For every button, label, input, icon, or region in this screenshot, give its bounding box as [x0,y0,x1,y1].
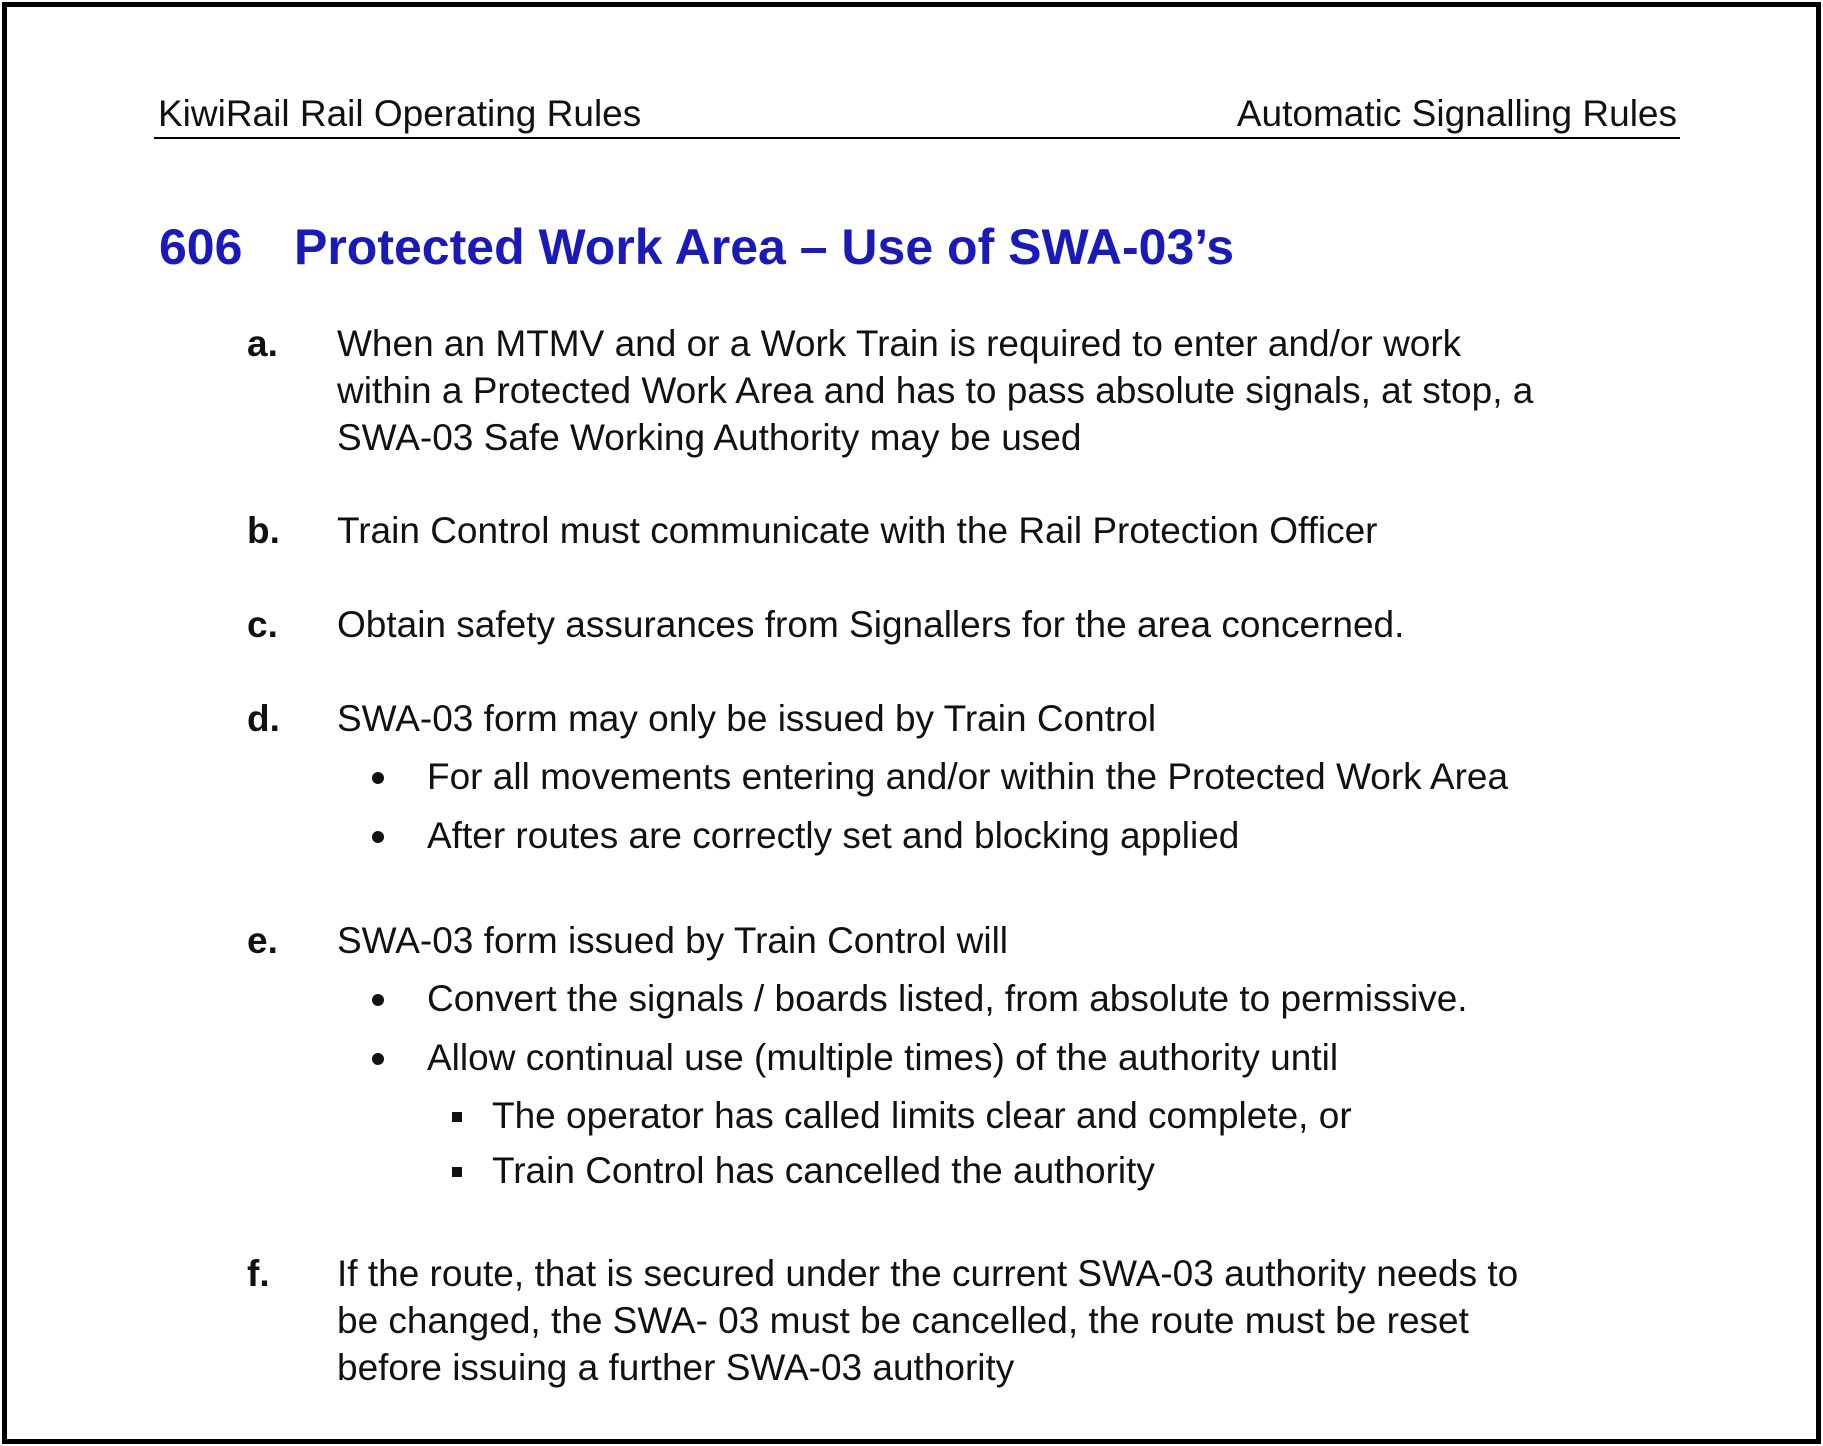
sub-bullet-text: Train Control has cancelled the authority [492,1150,1155,1191]
bullet-dot [372,1053,384,1065]
header-right-title: Automatic Signalling Rules [1236,93,1677,134]
bullet-dot [372,772,384,784]
section-number: 606 [159,219,243,275]
header-left-title: KiwiRail Rail Operating Rules [158,93,642,134]
item-line: within a Protected Work Area and has to pass absolute signals, at stop, a [337,370,1534,411]
item-line: When an MTMV and or a Work Train is required to enter and/or work [337,323,1462,364]
item-text [337,695,1677,742]
item-letter: a. [247,323,278,364]
item-line: If the route, that is secured under the current SWA-03 authority needs to [337,1253,1519,1294]
bullet-text: Allow continual use (multiple times) of the authority until [427,1037,1339,1078]
item-line: Train Control must communicate with the Rail Protection Officer [337,510,1378,551]
item-line: be changed, the SWA- 03 must be cancelled, the route must be reset [337,1300,1469,1341]
bullet-text: For all movements entering and/or within the Protected Work Area [427,756,1509,797]
bullet-text: After routes are correctly set and blocking applied [427,815,1240,856]
item-letter: e. [247,920,278,961]
item-text [337,917,1677,964]
item-letter: d. [247,698,280,739]
square-bullet [452,1112,462,1122]
section-title: Protected Work Area – Use of SWA-03’s [294,219,1235,275]
sub-bullet-text: The operator has called limits clear and complete, or [492,1095,1352,1136]
bullet-text: Convert the signals / boards listed, from absolute to permissive. [427,978,1468,1019]
item-text [337,601,1677,648]
page-header [154,91,1680,139]
square-bullet [452,1167,462,1177]
item-text [337,1250,1677,1391]
item-line: Obtain safety assurances from Signallers for the area concerned. [337,604,1405,645]
item-letter: b. [247,510,280,551]
item-text [337,507,1677,554]
item-text [337,320,1677,461]
item-letter: f. [247,1253,270,1294]
item-line: SWA-03 form may only be issued by Train Control [337,698,1157,739]
bullet-dot [372,994,384,1006]
bullet-dot [372,831,384,843]
item-line: before issuing a further SWA-03 authority [337,1347,1015,1388]
item-letter: c. [247,604,278,645]
section-heading [159,212,1234,282]
item-line: SWA-03 Safe Working Authority may be used [337,417,1082,458]
document-frame [2,2,1821,1444]
item-line: SWA-03 form issued by Train Control will [337,920,1009,961]
